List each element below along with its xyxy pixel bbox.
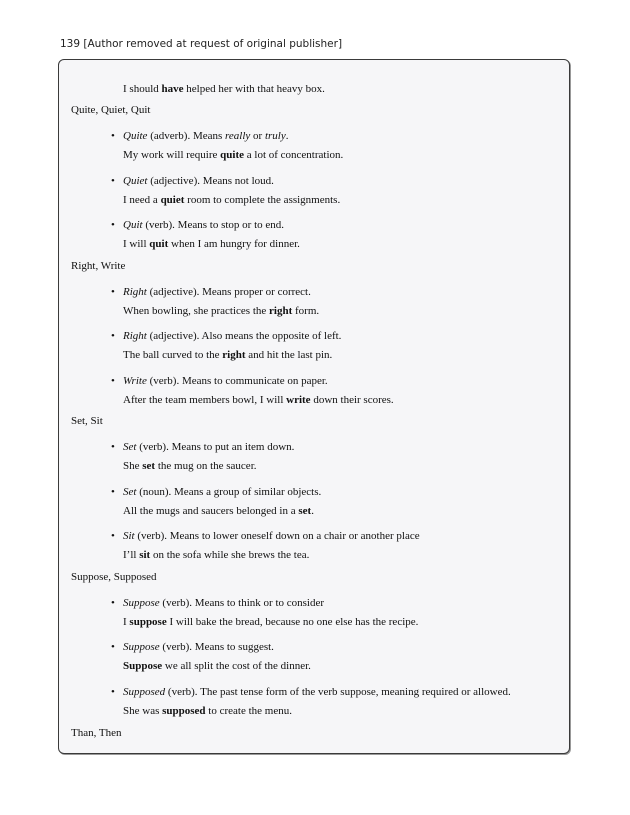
definition: Right (adjective). Also means the opposite of left. <box>123 330 342 342</box>
definition: Set (verb). Means to put an item down. <box>123 441 295 453</box>
example-sentence: I suppose I will bake the bread, because no one else has the recipe. <box>123 616 419 628</box>
definition: Quit (verb). Means to stop or to end. <box>123 219 285 231</box>
definition: Sit (verb). Means to lower oneself down on a chair or another place <box>123 530 420 542</box>
group-heading: Than, Then <box>71 727 122 739</box>
example-sentence: My work will require quite a lot of concentration. <box>123 149 344 161</box>
definition: Write (verb). Means to communicate on paper. <box>123 375 328 387</box>
vocabulary-box <box>58 59 570 754</box>
example-sentence: The ball curved to the right and hit the last pin. <box>123 349 333 361</box>
bullet-icon: • <box>111 330 115 342</box>
page-number: 139 <box>60 38 81 50</box>
example-sentence: She was supposed to create the menu. <box>123 705 292 717</box>
example-sentence: All the mugs and saucers belonged in a set. <box>123 505 314 517</box>
page-header <box>60 38 342 50</box>
bullet-icon: • <box>111 441 115 453</box>
example-sentence: I need a quiet room to complete the assignments. <box>123 194 341 206</box>
definition: Quite (adverb). Means really or truly. <box>123 130 289 142</box>
group-heading: Quite, Quiet, Quit <box>71 104 151 116</box>
bullet-icon: • <box>111 375 115 387</box>
group-heading: Right, Write <box>71 260 126 272</box>
example-sentence: She set the mug on the saucer. <box>123 460 257 472</box>
bullet-icon: • <box>111 530 115 542</box>
bullet-icon: • <box>111 130 115 142</box>
example-sentence: Suppose we all split the cost of the dinner. <box>123 660 311 672</box>
definition: Suppose (verb). Means to suggest. <box>123 641 274 653</box>
group-heading: Set, Sit <box>71 415 103 427</box>
bullet-icon: • <box>111 219 115 231</box>
bullet-icon: • <box>111 597 115 609</box>
bullet-icon: • <box>111 686 115 698</box>
attribution-text: [Author removed at request of original publisher] <box>83 38 343 50</box>
intro-example: I should have helped her with that heavy box. <box>123 83 325 95</box>
example-sentence: When bowling, she practices the right form. <box>123 305 320 317</box>
definition: Quiet (adjective). Means not loud. <box>123 175 274 187</box>
example-sentence: After the team members bowl, I will write down their scores. <box>123 394 394 406</box>
definition: Right (adjective). Means proper or correct. <box>123 286 311 298</box>
bullet-icon: • <box>111 641 115 653</box>
definition: Suppose (verb). Means to think or to consider <box>123 597 325 609</box>
bullet-icon: • <box>111 486 115 498</box>
bullet-icon: • <box>111 286 115 298</box>
definition: Supposed (verb). The past tense form of the verb suppose, meaning required or allowed. <box>123 686 511 698</box>
group-heading: Suppose, Supposed <box>71 571 157 583</box>
definition: Set (noun). Means a group of similar objects. <box>123 486 322 498</box>
example-sentence: I’ll sit on the sofa while she brews the tea. <box>123 549 310 561</box>
example-sentence: I will quit when I am hungry for dinner. <box>123 238 300 250</box>
bullet-icon: • <box>111 175 115 187</box>
